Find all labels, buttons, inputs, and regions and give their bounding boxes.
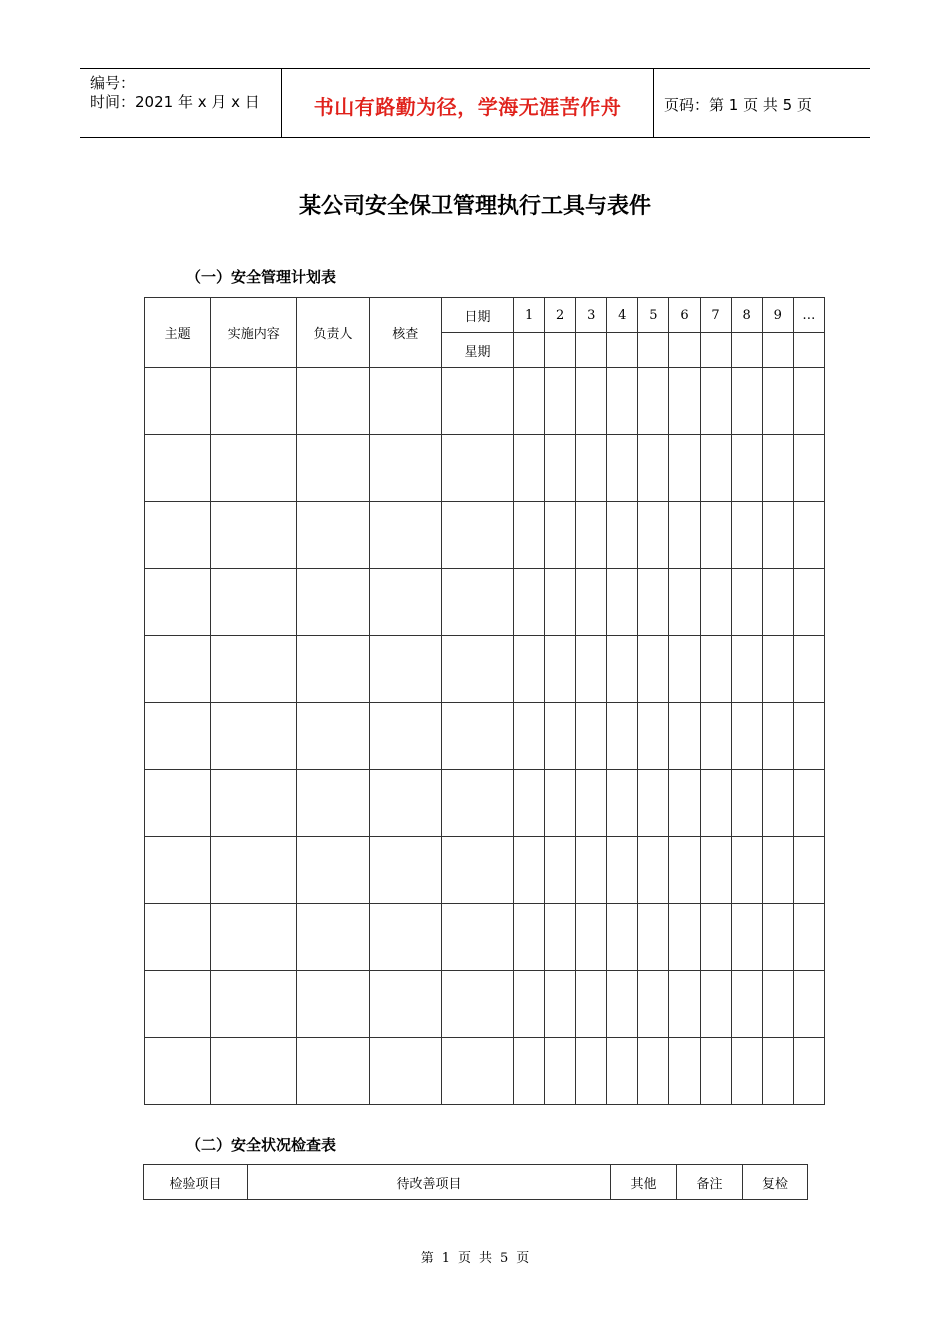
plan-cell	[145, 368, 211, 435]
header-content: 实施内容	[211, 298, 297, 368]
plan-cell	[369, 1038, 441, 1105]
plan-cell	[576, 904, 607, 971]
plan-cell	[545, 971, 576, 1038]
plan-cell	[145, 770, 211, 837]
plan-cell	[441, 636, 513, 703]
plan-row	[145, 368, 825, 435]
plan-cell	[762, 636, 793, 703]
plan-cell	[145, 435, 211, 502]
plan-cell	[514, 636, 545, 703]
plan-cell	[607, 1038, 638, 1105]
plan-cell	[514, 502, 545, 569]
day-cell: 3	[576, 298, 607, 333]
plan-row	[145, 502, 825, 569]
plan-cell	[369, 904, 441, 971]
document-number-label: 编号：	[90, 74, 136, 92]
plan-cell	[576, 837, 607, 904]
plan-cell	[793, 837, 824, 904]
document-header	[80, 68, 870, 138]
plan-cell	[369, 703, 441, 770]
plan-cell	[297, 703, 369, 770]
plan-cell	[607, 703, 638, 770]
plan-cell	[211, 569, 297, 636]
plan-cell	[514, 904, 545, 971]
plan-cell	[762, 502, 793, 569]
plan-header-row	[145, 298, 825, 333]
plan-cell	[669, 971, 700, 1038]
header-inspection-item: 检验项目	[144, 1165, 248, 1200]
header-other: 其他	[611, 1165, 677, 1200]
plan-cell	[669, 904, 700, 971]
plan-cell	[731, 368, 762, 435]
header-meta-cell	[80, 69, 282, 137]
plan-cell	[700, 502, 731, 569]
plan-cell	[441, 971, 513, 1038]
plan-cell	[211, 971, 297, 1038]
plan-cell	[297, 636, 369, 703]
header-motto-cell	[282, 69, 654, 137]
plan-cell	[145, 837, 211, 904]
header-date: 日期	[441, 298, 513, 333]
header-page-info: 页码：第 1 页 共 5 页	[664, 96, 812, 114]
plan-cell	[145, 703, 211, 770]
plan-cell	[514, 368, 545, 435]
plan-cell	[545, 636, 576, 703]
plan-cell	[514, 837, 545, 904]
plan-cell	[607, 636, 638, 703]
week-cell	[669, 333, 700, 368]
plan-cell	[441, 1038, 513, 1105]
plan-cell	[793, 703, 824, 770]
week-cell	[638, 333, 669, 368]
plan-row	[145, 770, 825, 837]
plan-cell	[638, 971, 669, 1038]
plan-cell	[145, 502, 211, 569]
plan-cell	[297, 971, 369, 1038]
plan-cell	[638, 435, 669, 502]
day-cell: 5	[638, 298, 669, 333]
header-week: 星期	[441, 333, 513, 368]
plan-cell	[369, 569, 441, 636]
plan-cell	[638, 502, 669, 569]
plan-cell	[762, 971, 793, 1038]
plan-cell	[369, 502, 441, 569]
plan-cell	[576, 1038, 607, 1105]
plan-row	[145, 1038, 825, 1105]
header-recheck: 复检	[743, 1165, 808, 1200]
plan-cell	[441, 435, 513, 502]
plan-cell	[211, 904, 297, 971]
section1-heading: （一）安全管理计划表	[186, 268, 337, 286]
plan-cell	[145, 971, 211, 1038]
safety-plan-table	[144, 297, 825, 1105]
plan-cell	[545, 904, 576, 971]
day-cell: …	[793, 298, 824, 333]
footer-total-unit: 页	[516, 1251, 530, 1266]
plan-cell	[211, 502, 297, 569]
plan-cell	[607, 971, 638, 1038]
plan-cell	[514, 770, 545, 837]
plan-cell	[576, 502, 607, 569]
plan-cell	[762, 703, 793, 770]
plan-cell	[731, 904, 762, 971]
plan-row	[145, 703, 825, 770]
header-improvement-item: 待改善项目	[248, 1165, 611, 1200]
plan-cell	[700, 368, 731, 435]
plan-cell	[545, 435, 576, 502]
plan-cell	[700, 770, 731, 837]
day-cell: 8	[731, 298, 762, 333]
plan-cell	[793, 569, 824, 636]
plan-cell	[638, 703, 669, 770]
plan-cell	[762, 569, 793, 636]
plan-cell	[731, 569, 762, 636]
plan-cell	[441, 368, 513, 435]
plan-cell	[669, 368, 700, 435]
footer-page-number: 1	[441, 1251, 450, 1266]
plan-cell	[441, 904, 513, 971]
plan-cell	[576, 703, 607, 770]
plan-cell	[441, 502, 513, 569]
plan-cell	[669, 636, 700, 703]
week-cell	[731, 333, 762, 368]
plan-cell	[211, 636, 297, 703]
document-time-label: 时间：2021 年 x 月 x 日	[90, 93, 260, 111]
plan-cell	[514, 435, 545, 502]
plan-cell	[297, 1038, 369, 1105]
plan-cell	[731, 703, 762, 770]
plan-cell	[669, 703, 700, 770]
plan-cell	[762, 1038, 793, 1105]
header-review: 核查	[369, 298, 441, 368]
plan-cell	[793, 971, 824, 1038]
plan-cell	[669, 837, 700, 904]
week-cell	[762, 333, 793, 368]
plan-cell	[514, 1038, 545, 1105]
plan-cell	[700, 904, 731, 971]
plan-cell	[369, 636, 441, 703]
plan-cell	[514, 569, 545, 636]
plan-cell	[545, 837, 576, 904]
day-cell: 1	[514, 298, 545, 333]
week-cell	[793, 333, 824, 368]
plan-cell	[369, 971, 441, 1038]
plan-cell	[700, 1038, 731, 1105]
plan-cell	[211, 703, 297, 770]
plan-cell	[297, 569, 369, 636]
plan-cell	[607, 904, 638, 971]
week-cell	[514, 333, 545, 368]
header-page-cell	[654, 69, 870, 137]
week-cell	[545, 333, 576, 368]
plan-cell	[607, 569, 638, 636]
plan-cell	[762, 770, 793, 837]
plan-cell	[545, 1038, 576, 1105]
plan-cell	[762, 837, 793, 904]
plan-cell	[731, 770, 762, 837]
plan-cell	[700, 435, 731, 502]
plan-cell	[793, 636, 824, 703]
plan-cell	[669, 770, 700, 837]
plan-cell	[369, 435, 441, 502]
plan-cell	[793, 770, 824, 837]
plan-cell	[576, 770, 607, 837]
plan-row	[145, 435, 825, 502]
plan-cell	[514, 971, 545, 1038]
plan-cell	[762, 368, 793, 435]
day-cell: 2	[545, 298, 576, 333]
week-cell	[576, 333, 607, 368]
plan-cell	[441, 770, 513, 837]
day-cell: 9	[762, 298, 793, 333]
header-owner: 负责人	[297, 298, 369, 368]
plan-row	[145, 904, 825, 971]
plan-cell	[545, 770, 576, 837]
plan-cell	[793, 502, 824, 569]
plan-cell	[576, 435, 607, 502]
plan-cell	[441, 837, 513, 904]
footer-total-label: 共	[479, 1251, 493, 1266]
plan-cell	[211, 435, 297, 502]
plan-cell	[576, 368, 607, 435]
plan-cell	[700, 971, 731, 1038]
header-topic: 主题	[145, 298, 211, 368]
plan-cell	[545, 569, 576, 636]
page-title: 某公司安全保卫管理执行工具与表件	[298, 193, 651, 219]
plan-cell	[669, 435, 700, 502]
plan-cell	[731, 502, 762, 569]
plan-cell	[793, 904, 824, 971]
plan-cell	[669, 502, 700, 569]
day-cell: 4	[607, 298, 638, 333]
section2-heading: （二）安全状况检查表	[186, 1136, 337, 1154]
plan-cell	[731, 636, 762, 703]
plan-cell	[545, 368, 576, 435]
header-motto: 书山有路勤为径，学海无涯苦作舟	[313, 95, 622, 119]
plan-cell	[700, 703, 731, 770]
plan-row	[145, 837, 825, 904]
plan-cell	[441, 569, 513, 636]
plan-cell	[297, 502, 369, 569]
plan-cell	[211, 368, 297, 435]
plan-cell	[762, 435, 793, 502]
plan-cell	[669, 1038, 700, 1105]
plan-cell	[576, 569, 607, 636]
plan-row	[145, 569, 825, 636]
header-remark: 备注	[677, 1165, 743, 1200]
plan-cell	[762, 904, 793, 971]
plan-cell	[297, 904, 369, 971]
plan-cell	[638, 837, 669, 904]
plan-cell	[731, 837, 762, 904]
plan-cell	[297, 368, 369, 435]
plan-cell	[545, 502, 576, 569]
plan-cell	[297, 837, 369, 904]
plan-cell	[369, 837, 441, 904]
plan-cell	[793, 1038, 824, 1105]
plan-cell	[700, 837, 731, 904]
plan-cell	[545, 703, 576, 770]
footer-total-number: 5	[500, 1251, 509, 1266]
plan-cell	[607, 837, 638, 904]
plan-cell	[576, 971, 607, 1038]
plan-row	[145, 971, 825, 1038]
page-footer	[0, 1247, 950, 1266]
plan-cell	[211, 837, 297, 904]
plan-cell	[369, 770, 441, 837]
plan-cell	[576, 636, 607, 703]
plan-cell	[607, 502, 638, 569]
safety-check-table	[143, 1164, 808, 1200]
check-header-row	[144, 1165, 808, 1200]
day-cell: 6	[669, 298, 700, 333]
plan-cell	[700, 569, 731, 636]
plan-cell	[731, 1038, 762, 1105]
plan-cell	[297, 770, 369, 837]
week-cell	[700, 333, 731, 368]
plan-row	[145, 636, 825, 703]
footer-page-label: 第	[420, 1251, 434, 1266]
plan-cell	[638, 636, 669, 703]
plan-cell	[607, 368, 638, 435]
footer-page-unit: 页	[457, 1251, 471, 1266]
plan-cell	[145, 904, 211, 971]
plan-cell	[669, 569, 700, 636]
plan-cell	[731, 435, 762, 502]
plan-cell	[700, 636, 731, 703]
plan-cell	[638, 770, 669, 837]
plan-cell	[297, 435, 369, 502]
plan-cell	[638, 368, 669, 435]
plan-cell	[793, 368, 824, 435]
week-cell	[607, 333, 638, 368]
plan-cell	[638, 569, 669, 636]
plan-cell	[607, 435, 638, 502]
plan-cell	[607, 770, 638, 837]
day-cell: 7	[700, 298, 731, 333]
plan-cell	[793, 435, 824, 502]
plan-cell	[638, 904, 669, 971]
plan-cell	[441, 703, 513, 770]
plan-cell	[211, 770, 297, 837]
plan-cell	[145, 1038, 211, 1105]
plan-cell	[369, 368, 441, 435]
plan-cell	[731, 971, 762, 1038]
plan-cell	[211, 1038, 297, 1105]
plan-cell	[514, 703, 545, 770]
plan-cell	[145, 569, 211, 636]
plan-cell	[638, 1038, 669, 1105]
plan-cell	[145, 636, 211, 703]
